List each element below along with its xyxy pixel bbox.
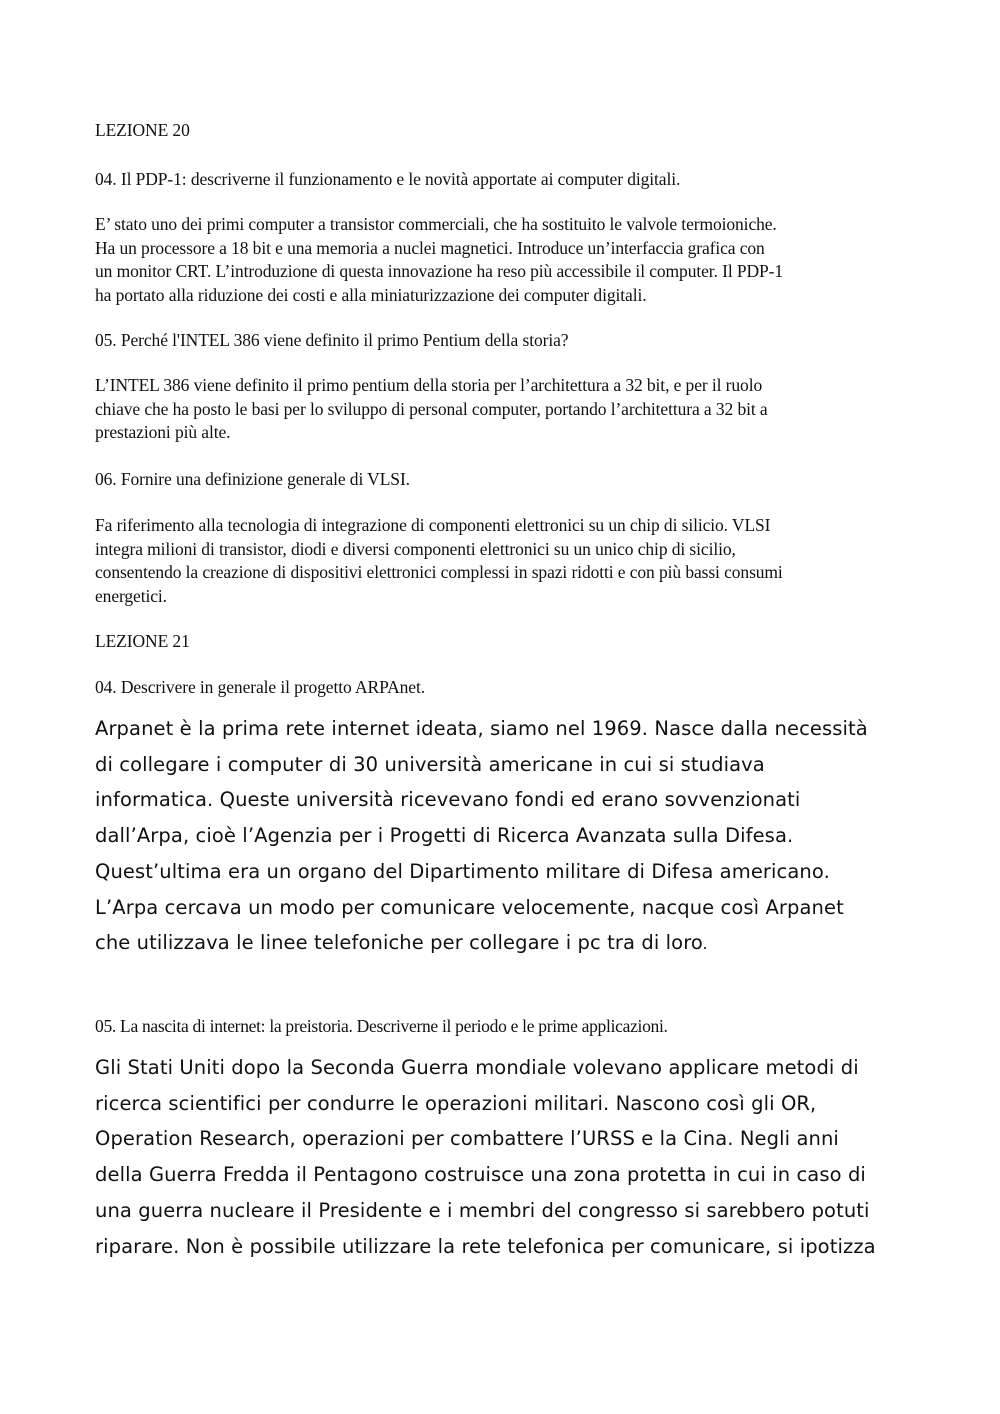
question-05-internet-prehistory: 05. La nascita di internet: la preistoria. Descriverne il periodo e le prime applicazioni. <box>95 1016 668 1036</box>
answer-05-intel386 <box>95 374 935 445</box>
answer-line: ha portato alla riduzione dei costi e alla miniaturizzazione dei computer digitali. <box>95 284 647 305</box>
answer-line: Fa riferimento alla tecnologia di integrazione di componenti elettronici su un chip di silicio. VLSI <box>95 515 771 535</box>
answer-line: ricerca scientifici per condurre le operazioni militari. Nascono così gli OR, <box>95 1091 817 1115</box>
question-04-arpanet: 04. Descrivere in generale il progetto ARPAnet. <box>95 677 425 697</box>
answer-line: prestazioni più alte. <box>95 422 231 442</box>
answer-line: riparare. Non è possibile utilizzare la rete telefonica per comunicare, si ipotizza <box>95 1234 876 1258</box>
answer-line: una guerra nucleare il Presidente e i membri del congresso si sarebbero potuti <box>95 1198 870 1222</box>
period-mark: . <box>702 934 708 954</box>
answer-line: L’Arpa cercava un modo per comunicare velocemente, nacque così Arpanet <box>95 895 844 919</box>
answer-04-pdp1 <box>95 213 935 307</box>
answer-line: della Guerra Fredda il Pentagono costruisce una zona protetta in cui in caso di <box>95 1163 866 1187</box>
answer-line: Ha un processore a 18 bit e una memoria a nuclei magnetici. Introduce un’interfaccia grafica con <box>95 237 765 258</box>
answer-line: Operation Research, operazioni per combattere l’URSS e la Cina. Negli anni <box>95 1127 839 1151</box>
answer-line: L’INTEL 386 viene definito il primo pentium della storia per l’architettura a 32 bit, e per il ruolo <box>95 375 763 395</box>
answer-line: informatica. Queste università ricevevano fondi ed erano sovvenzionati <box>95 788 801 812</box>
lesson-20-heading: LEZIONE 20 <box>95 120 190 140</box>
question-04-pdp1: 04. Il PDP-1: descriverne il funzionamento e le novità apportate ai computer digitali. <box>95 169 681 189</box>
answer-04-arpanet <box>95 711 935 961</box>
answer-line: Arpanet è la prima rete internet ideata, siamo nel 1969. Nasce dalla necessità <box>95 717 868 740</box>
answer-line: chiave che ha posto le basi per lo sviluppo di personal computer, portando l’architettura a 32 bit a <box>95 398 768 419</box>
question-06-vlsi: 06. Fornire una definizione generale di VLSI. <box>95 469 410 489</box>
answer-text: che utilizzava le linee telefoniche per collegare i pc tra di loro <box>95 931 703 955</box>
answer-line: integra milioni di transistor, diodi e diversi componenti elettronici su un unico chip di sicilio, <box>95 538 736 559</box>
answer-line: energetici. <box>95 585 167 606</box>
question-05-intel386: 05. Perché l'INTEL 386 viene definito il primo Pentium della storia? <box>95 330 569 350</box>
answer-line: Quest’ultima era un organo del Dipartimento militare di Difesa americano. <box>95 859 830 883</box>
answer-line: consentendo la creazione di dispositivi elettronici complessi in spazi ridotti e con più bassi consumi <box>95 562 783 582</box>
answer-line: dall’Arpa, cioè l’Agenzia per i Progetti di Ricerca Avanzata sulla Difesa. <box>95 824 794 848</box>
answer-05-internet-prehistory <box>95 1050 935 1264</box>
lesson-21-heading: LEZIONE 21 <box>95 631 190 651</box>
answer-line: di collegare i computer di 30 università americane in cui si studiava <box>95 752 765 776</box>
answer-line: E’ stato uno dei primi computer a transistor commerciali, che ha sostituito le valvole termoioniche. <box>95 214 777 234</box>
answer-line-last <box>95 925 935 961</box>
answer-line: Gli Stati Uniti dopo la Seconda Guerra mondiale volevano applicare metodi di <box>95 1056 859 1079</box>
answer-06-vlsi <box>95 514 935 608</box>
answer-line: un monitor CRT. L’introduzione di questa innovazione ha reso più accessibile il computer. Il PDP-1 <box>95 261 784 281</box>
